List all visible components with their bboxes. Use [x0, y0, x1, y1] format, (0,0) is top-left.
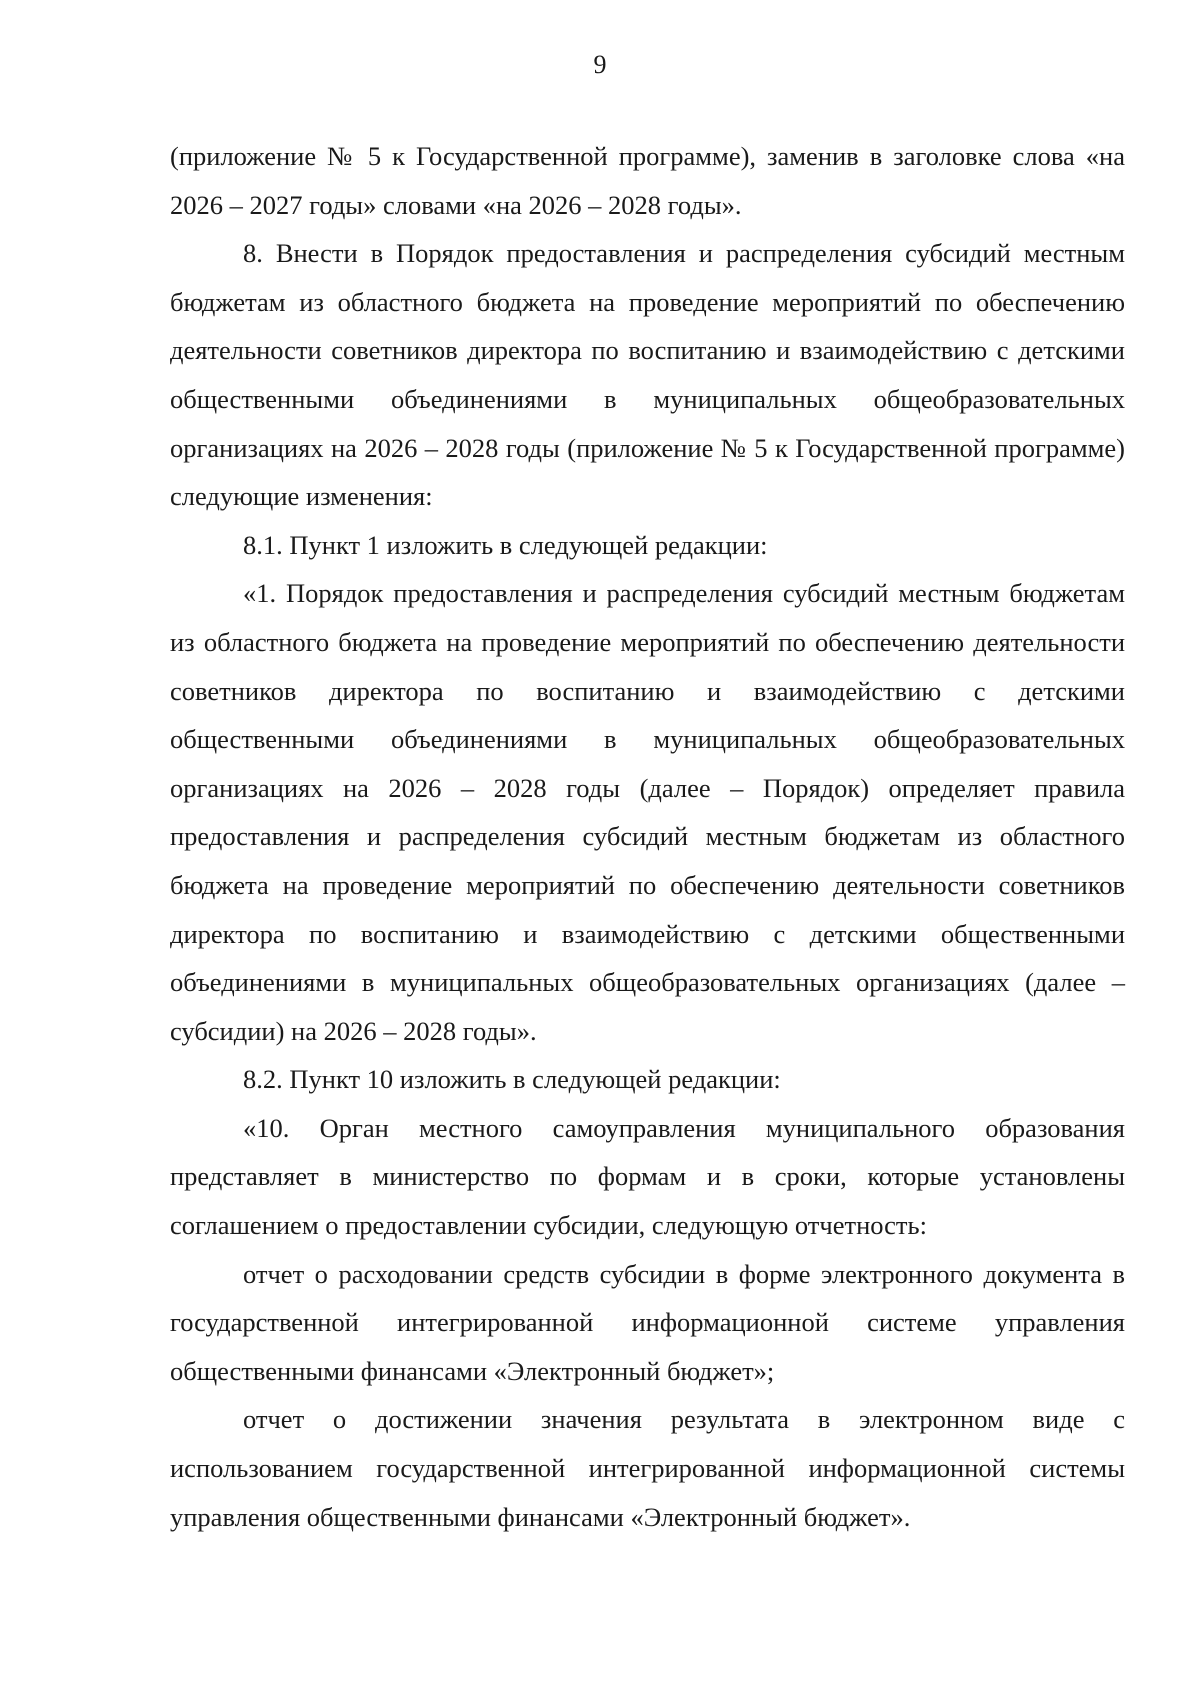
paragraph-quote-point-10: «10. Орган местного самоуправления муниципального образования представляет в министерство по формам и в сроки, которые установлены соглашением о предоставлении субсидии, следующую отчетность: [170, 1112, 1125, 1241]
document-body [170, 132, 1125, 1541]
page-number: 9 [593, 50, 607, 79]
paragraph-report-result: отчет о достижении значения результата в электронном виде с использованием государственной интегрированной информационной системы управления общественными финансами «Электронный бюджет». [170, 1404, 1125, 1532]
paragraph-item-8-2: 8.2. Пункт 10 изложить в следующей редакции: [243, 1064, 781, 1095]
paragraph-continuation: (приложение № 5 к Государственной программе), заменив в заголовке слова «на 2026 – 2027 годы» словами «на 2026 – 2028 годы». [170, 141, 1125, 220]
paragraph-item-8: 8. Внести в Порядок предоставления и распределения субсидий местным бюджетам из областного бюджета на проведение мероприятий по обеспечению деятельности советников директора по воспитанию и взаимодействию с детскими общественными объединениями в муниципальных общеобразовательных организациях на 2026 – 2028 годы (приложение № 5 к Государственной программе) следующие изменения: [170, 238, 1125, 512]
paragraph-quote-point-1: «1. Порядок предоставления и распределения субсидий местным бюджетам из областного бюджета на проведение мероприятий по обеспечению деятельности советников директора по воспитанию и взаимодействию с детскими общественными объединениями в муниципальных общеобразовательных организациях на 2026 – 2028 годы (далее – Порядок) определяет правила предоставления и распределения субсидий местным бюджетам из областного бюджета на проведение мероприятий по обеспечению деятельности советников директора по воспитанию и взаимодействию с детскими общественными объединениями в муниципальных общеобразовательных организациях (далее – субсидии) на 2026 – 2028 годы». [170, 578, 1125, 1046]
paragraph-report-expenditure: отчет о расходовании средств субсидии в форме электронного документа в государственной интегрированной информационной системе управления общественными финансами «Электронный бюджет»; [170, 1258, 1125, 1386]
paragraph-item-8-1: 8.1. Пункт 1 изложить в следующей редакции: [243, 529, 768, 560]
